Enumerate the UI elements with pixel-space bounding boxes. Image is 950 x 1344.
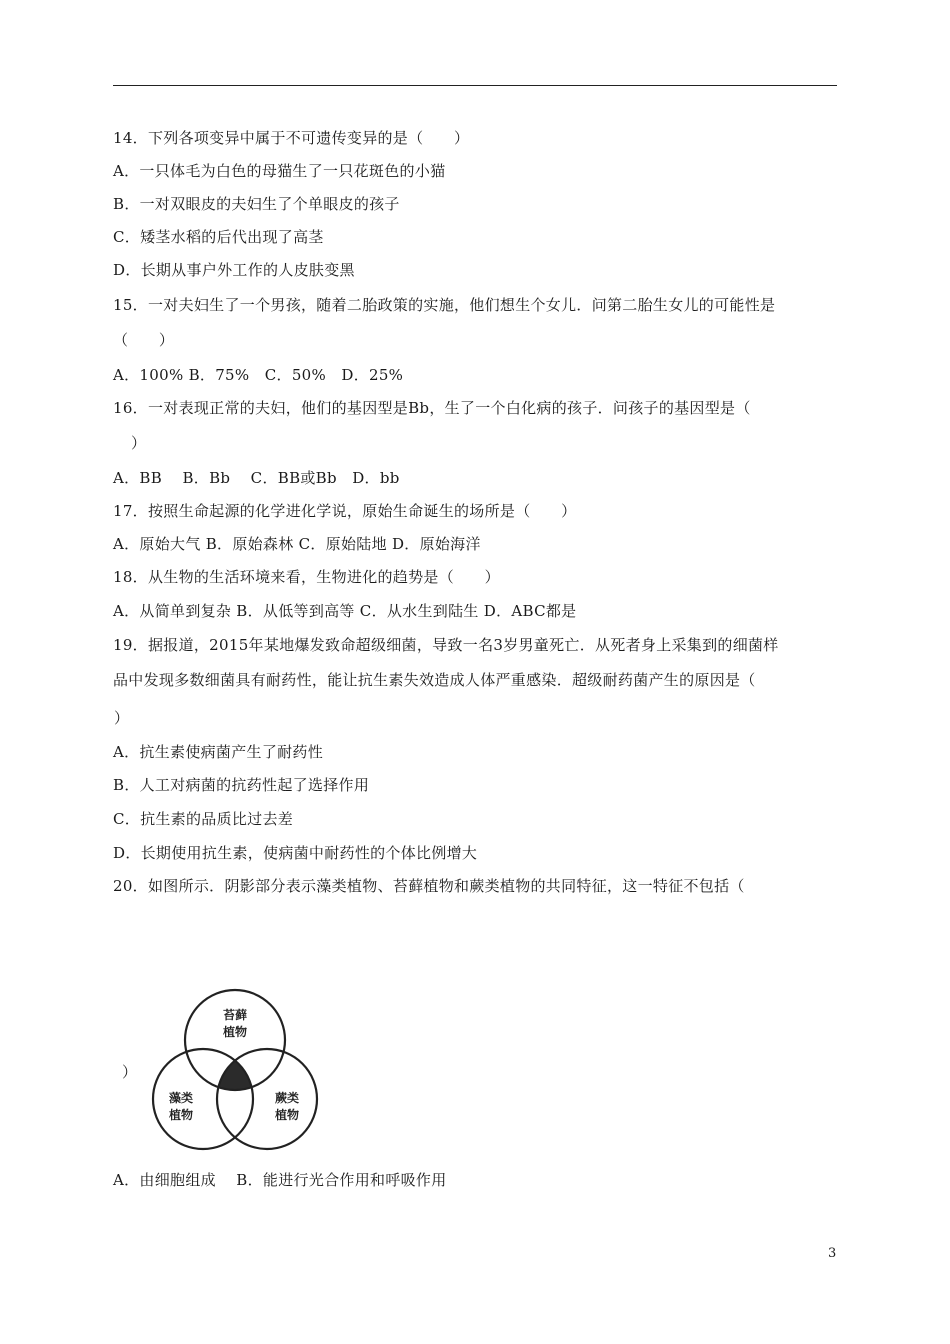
venn-label-algae-1: 藻类 (168, 1091, 194, 1105)
q19-stem-line-2: 品中发现多数细菌具有耐药性，能让抗生素失效造成人体严重感染．超级耐药菌产生的原因是（ (113, 671, 756, 689)
q18-options: A．从简单到复杂 B．从低等到高等 C．从水生到陆生 D．ABC都是 (113, 602, 577, 620)
venn-label-moss-1: 苔藓 (222, 1008, 248, 1022)
q15-options: A．100% B．75% C．50% D．25% (113, 366, 404, 384)
venn-label-fern-2: 植物 (274, 1108, 300, 1122)
q19-option-c: C．抗生素的品质比过去差 (113, 810, 294, 828)
q15-stem: 15．一对夫妇生了一个男孩，随着二胎政策的实施，他们想生个女儿．问第二胎生女儿的可能性是 (113, 296, 776, 314)
q16-stem-cont: ） (131, 434, 147, 452)
q20-options: A．由细胞组成 B．能进行光合作用和呼吸作用 (113, 1171, 447, 1189)
q19-stem-line-3: ） (114, 709, 130, 727)
q19-option-d: D．长期使用抗生素，使病菌中耐药性的个体比例增大 (113, 844, 478, 862)
q14-option-a: A．一只体毛为白色的母猫生了一只花斑色的小猫 (113, 162, 446, 180)
venn-circle-fern (217, 1049, 317, 1149)
q19-stem-line-1: 19．据报道，2015年某地爆发致命超级细菌，导致一名3岁男童死亡．从死者身上采集到的细菌样 (113, 636, 779, 654)
q19-option-a: A．抗生素使病菌产生了耐药性 (113, 743, 324, 761)
q20-closing-paren: ） (122, 1063, 138, 1081)
q14-option-d: D．长期从事户外工作的人皮肤变黑 (113, 261, 355, 279)
q18-stem: 18．从生物的生活环境来看，生物进化的趋势是（ ） (113, 568, 500, 586)
venn-label-algae-2: 植物 (168, 1108, 194, 1122)
venn-label-fern-1: 蕨类 (274, 1091, 300, 1105)
q16-stem: 16．一对表现正常的夫妇，他们的基因型是Bb，生了一个白化病的孩子．问孩子的基因型是（ (113, 399, 751, 417)
q20-stem: 20．如图所示．阴影部分表示藻类植物、苔藓植物和蕨类植物的共同特征，这一特征不包括（ (113, 877, 745, 895)
q15-stem-cont: （ ） (113, 331, 175, 349)
q16-options: A．BB B．Bb C．BB或Bb D．bb (113, 469, 400, 487)
q17-stem: 17．按照生命起源的化学进化学说，原始生命诞生的场所是（ ） (113, 502, 577, 520)
q19-option-b: B．人工对病菌的抗药性起了选择作用 (113, 776, 370, 794)
venn-label-moss-2: 植物 (222, 1025, 248, 1039)
venn-diagram (145, 985, 327, 1155)
q14-option-b: B．一对双眼皮的夫妇生了个单眼皮的孩子 (113, 195, 400, 213)
page-number: 3 (828, 1246, 837, 1261)
q14-stem: 14．下列各项变异中属于不可遗传变异的是（ ） (113, 129, 470, 147)
q14-option-c: C．矮茎水稻的后代出现了高茎 (113, 228, 324, 246)
header-rule (113, 85, 837, 86)
q17-options: A．原始大气 B．原始森林 C．原始陆地 D．原始海洋 (113, 535, 481, 553)
